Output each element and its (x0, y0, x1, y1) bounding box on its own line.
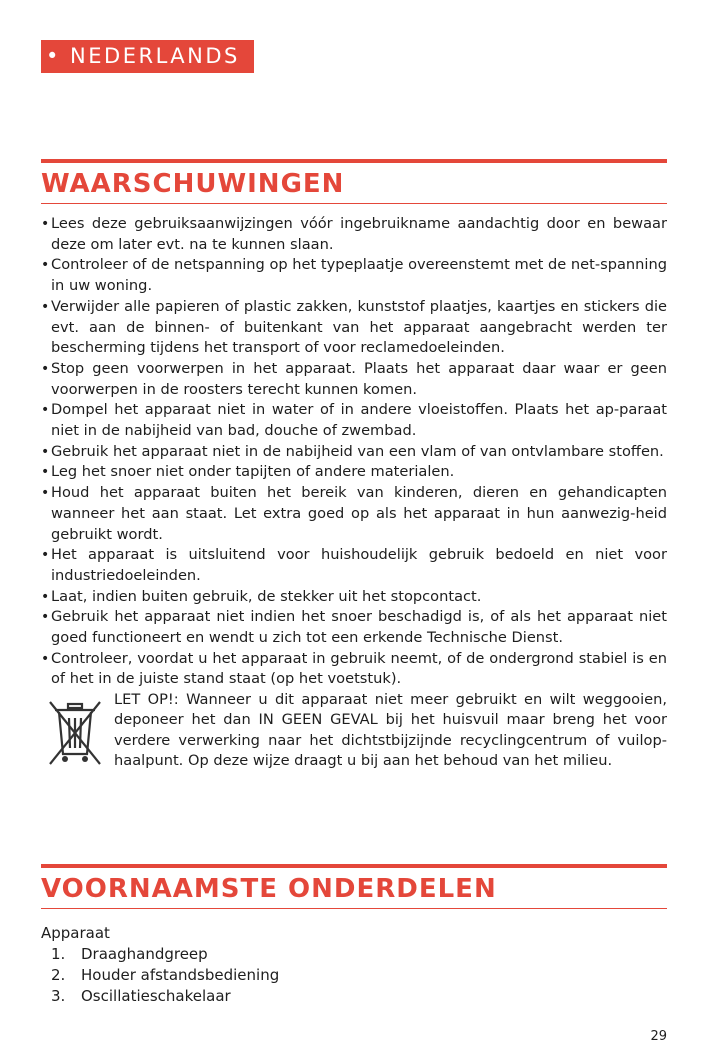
parts-list-item: 3. Oscillatieschakelaar (51, 987, 231, 1005)
warning-item: • Gebruik het apparaat niet indien het snoer beschadigd is, of als het apparaat niet goed functioneert en wendt u zich tot een erkende Technische Dienst. (41, 608, 667, 647)
crossed-out-bin-icon (46, 698, 104, 770)
warning-item: • Stop geen voorwerpen in het apparaat. Plaats het apparaat daar waar er geen voorwerpen in de roosters terecht kunnen komen. (41, 359, 667, 398)
warning-item: • Controleer of de netspanning op het typeplaatje overeenstemt met de net-spanning in uw woning. (41, 256, 667, 295)
page-number: 29 (650, 1029, 667, 1044)
warning-item: • Laat, indien buiten gebruik, de stekker uit het stopcontact. (41, 587, 482, 605)
parts-intro: Apparaat (41, 924, 110, 942)
warning-item: • Controleer, voordat u het apparaat in gebruik neemt, of de ondergrond stabiel is en of het in de juiste stand staat (op het voetstuk). (41, 649, 667, 688)
warning-item: • Houd het apparaat buiten het bereik van kinderen, dieren en gehandicapten wanneer het aan staat. Let extra goed op als het apparaat in hun aanwezig-heid gebruikt wordt. (41, 484, 667, 543)
warnings-list (41, 214, 667, 690)
language-tag: • NEDERLANDS (41, 40, 254, 73)
warning-item: • Dompel het apparaat niet in water of in andere vloeistoffen. Plaats het ap-paraat niet in de nabijheid van bad, douche of zwembad. (41, 401, 667, 440)
heading-rule-bottom (41, 203, 667, 204)
parts-list-item: 2. Houder afstandsbediening (51, 966, 280, 984)
parts-list (41, 944, 667, 1007)
warning-item: • Lees deze gebruiksaanwijzingen vóór ingebruikname aandachtig door en bewaar deze om later evt. na te kunnen slaan. (41, 215, 667, 253)
warning-item: • Leg het snoer niet onder tapijten of andere materialen. (41, 463, 455, 481)
warning-item: • Verwijder alle papieren of plastic zakken, kunststof plaatjes, kaartjes en stickers die evt. aan de binnen- of buitenkant van het apparaat aangebracht werden ter bescherming tijdens het transport of voor reclamedoeleinden. (41, 297, 667, 357)
heading-rule-bottom (41, 908, 667, 909)
warning-item: • Het apparaat is uitsluitend voor huishoudelijk gebruik bedoeld en niet voor industriedoeleinden. (41, 546, 667, 584)
parts-heading: VOORNAAMSTE ONDERDELEN (41, 874, 497, 904)
disposal-note: LET OP!: Wanneer u dit apparaat niet meer gebruikt en wilt weggooien, deponeer het dan IN GEEN GEVAL bij het huisvuil maar breng het voor verdere verwerking naar het dichtstbijzijnde recyclingcentrum of vuilop-haalpunt. Op deze wijze draagt u bij aan het behoud van het milieu. (114, 691, 667, 770)
warnings-heading: WAARSCHUWINGEN (41, 169, 345, 199)
warning-item: • Gebruik het apparaat niet in de nabijheid van een vlam of van ontvlambare stoffen. (41, 442, 664, 460)
parts-section (41, 864, 667, 1007)
warnings-section (41, 159, 667, 782)
parts-list-item: 1. Draaghandgreep (51, 945, 208, 963)
disposal-block (41, 690, 667, 782)
